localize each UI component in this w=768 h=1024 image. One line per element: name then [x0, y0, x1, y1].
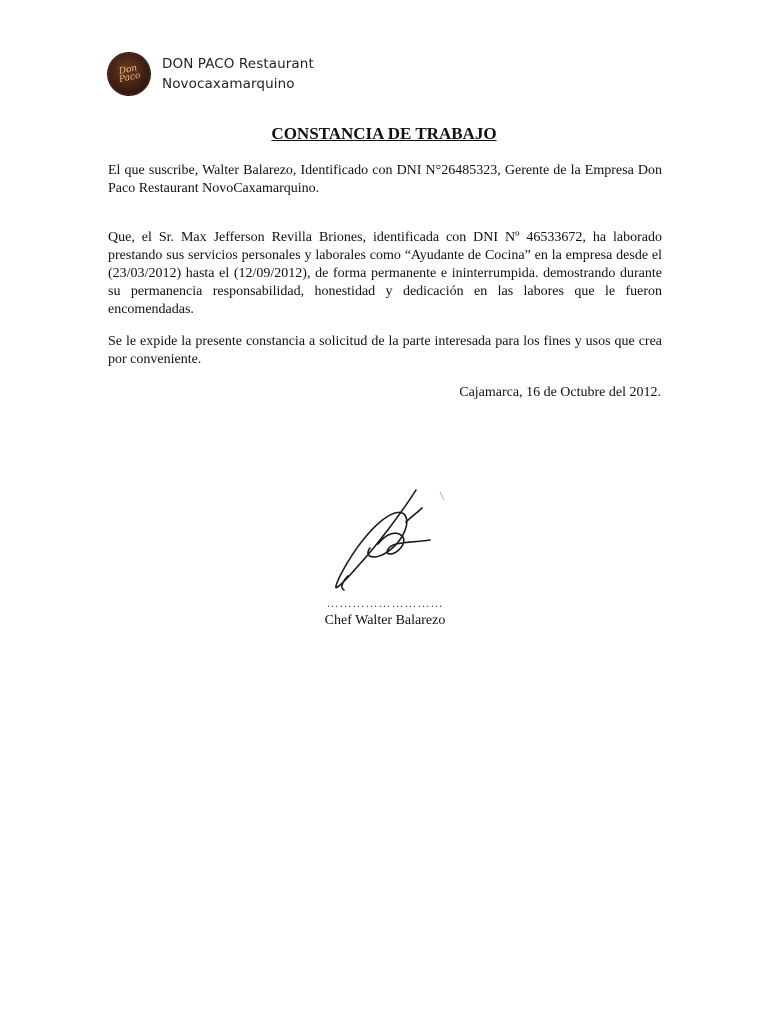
paragraph-body: Que, el Sr. Max Jefferson Revilla Briones, identificada con DNI Nº 46533672, ha laborado prestando sus servicios personales y laborales como “Ayudante de Cocina” en la empresa desde el (23/03/2012) hasta el (12/09/2012), de forma permanente e ininterrumpida. demostrando durante su permanencia responsabilidad, honestidad y dedicación en las labores que le fueron encomendadas.: [108, 230, 662, 317]
signature-line: ………………………: [326, 596, 444, 610]
date-line: Cajamarca, 16 de Octubre del 2012.: [459, 385, 661, 400]
paragraph-intro: El que suscribe, Walter Balarezo, Identificado con DNI N°26485323, Gerente de la Empresa Don Paco Restaurant NovoCaxamarquino.: [108, 163, 662, 196]
signer-name: Chef Walter Balarezo: [324, 613, 446, 628]
restaurant-logo: [108, 53, 150, 95]
paragraph-closing: Se le expide la presente constancia a solicitud de la parte interesada para los fines y usos que crea por conveniente.: [108, 334, 662, 367]
company-name: DON PACO Restaurant: [162, 56, 314, 72]
handwritten-signature: [318, 482, 458, 600]
letterhead: [108, 53, 314, 95]
logo-text: Don Paco: [118, 63, 142, 86]
company-subtitle: Novocaxamarquino: [162, 76, 295, 92]
brand-block: [162, 54, 314, 94]
document-title: CONSTANCIA DE TRABAJO: [271, 124, 497, 143]
